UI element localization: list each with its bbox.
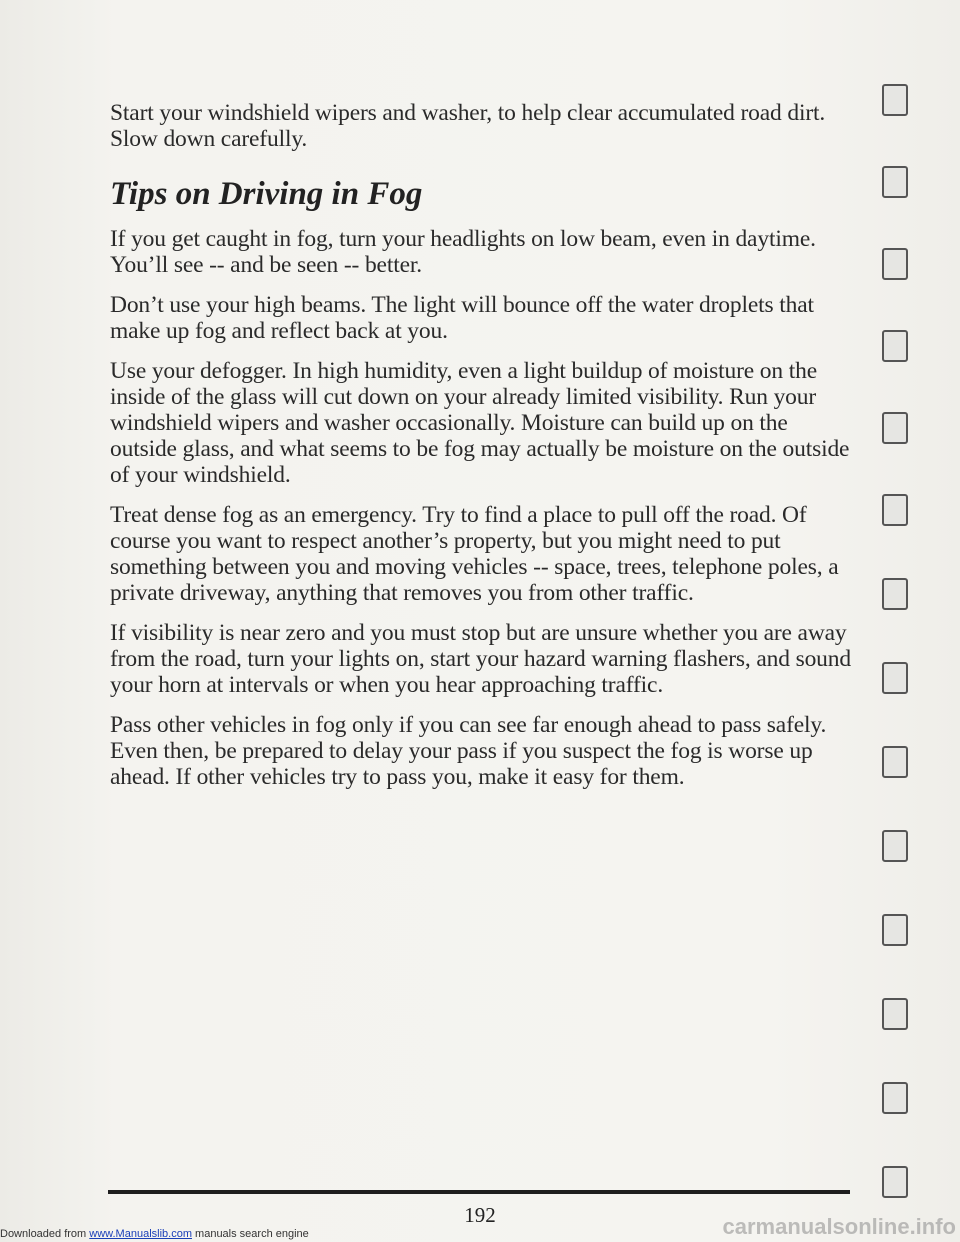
section-tab-icon [882,494,908,526]
section-tab-icon [882,1082,908,1114]
section-tab-icon [882,84,908,116]
download-suffix: manuals search engine [191,1228,309,1240]
section-tab-icon [882,248,908,280]
section-tab-icon [882,998,908,1030]
section-tab-icon [882,578,908,610]
section-tab-icon [882,412,908,444]
section-heading: Tips on Driving in Fog [110,176,423,212]
paragraph-high-beams: Don’t use your high beams. The light will bounce off the water droplets that make up fog and reflect back at you. [110,292,814,344]
page-number: 192 [464,1203,496,1227]
footer-rule [108,1190,850,1194]
page-content [110,100,855,804]
paragraph-wipers: Start your windshield wipers and washer, to help clear accumulated road dirt. Slow down carefully. [110,100,826,152]
paragraph-defogger: Use your defogger. In high humidity, even a light buildup of moisture on the inside of the glass will cut down on your already limited visibility. Run your windshield wipers and washer occasionally. Moisture can build up on the outside glass, and what seems to be fog may actually be moisture on the outside of your windshield. [110,358,850,488]
watermark: carmanualsonline.info [722,1214,956,1239]
section-tabs [882,84,922,1194]
section-tab-icon [882,914,908,946]
section-tab-icon [882,830,908,862]
download-notice [0,1228,309,1240]
download-prefix: Downloaded from [0,1228,90,1240]
paragraph-dense-fog: Treat dense fog as an emergency. Try to find a place to pull off the road. Of course you want to respect another’s property, but you might need to put something between you and moving vehicles -- space, trees, telephone poles, a private driveway, anything that removes you from other traffic. [110,502,839,606]
section-tab-icon [882,1166,908,1198]
section-tab-icon [882,166,908,198]
section-tab-icon [882,746,908,778]
paragraph-passing: Pass other vehicles in fog only if you can see far enough ahead to pass safely. Even then, be prepared to delay your pass if you suspect the fog is worse up ahead. If other vehicles try to pass you, make it easy for them. [110,712,827,790]
manualslib-link[interactable]: www.Manualslib.com [89,1228,192,1240]
section-tab-icon [882,662,908,694]
paragraph-visibility: If visibility is near zero and you must stop but are unsure whether you are away from the road, turn your lights on, start your hazard warning flashers, and sound your horn at intervals or when you hear approaching traffic. [110,620,851,698]
section-tab-icon [882,330,908,362]
paragraph-low-beam: If you get caught in fog, turn your headlights on low beam, even in daytime. You’ll see -- and be seen -- better. [110,226,816,278]
